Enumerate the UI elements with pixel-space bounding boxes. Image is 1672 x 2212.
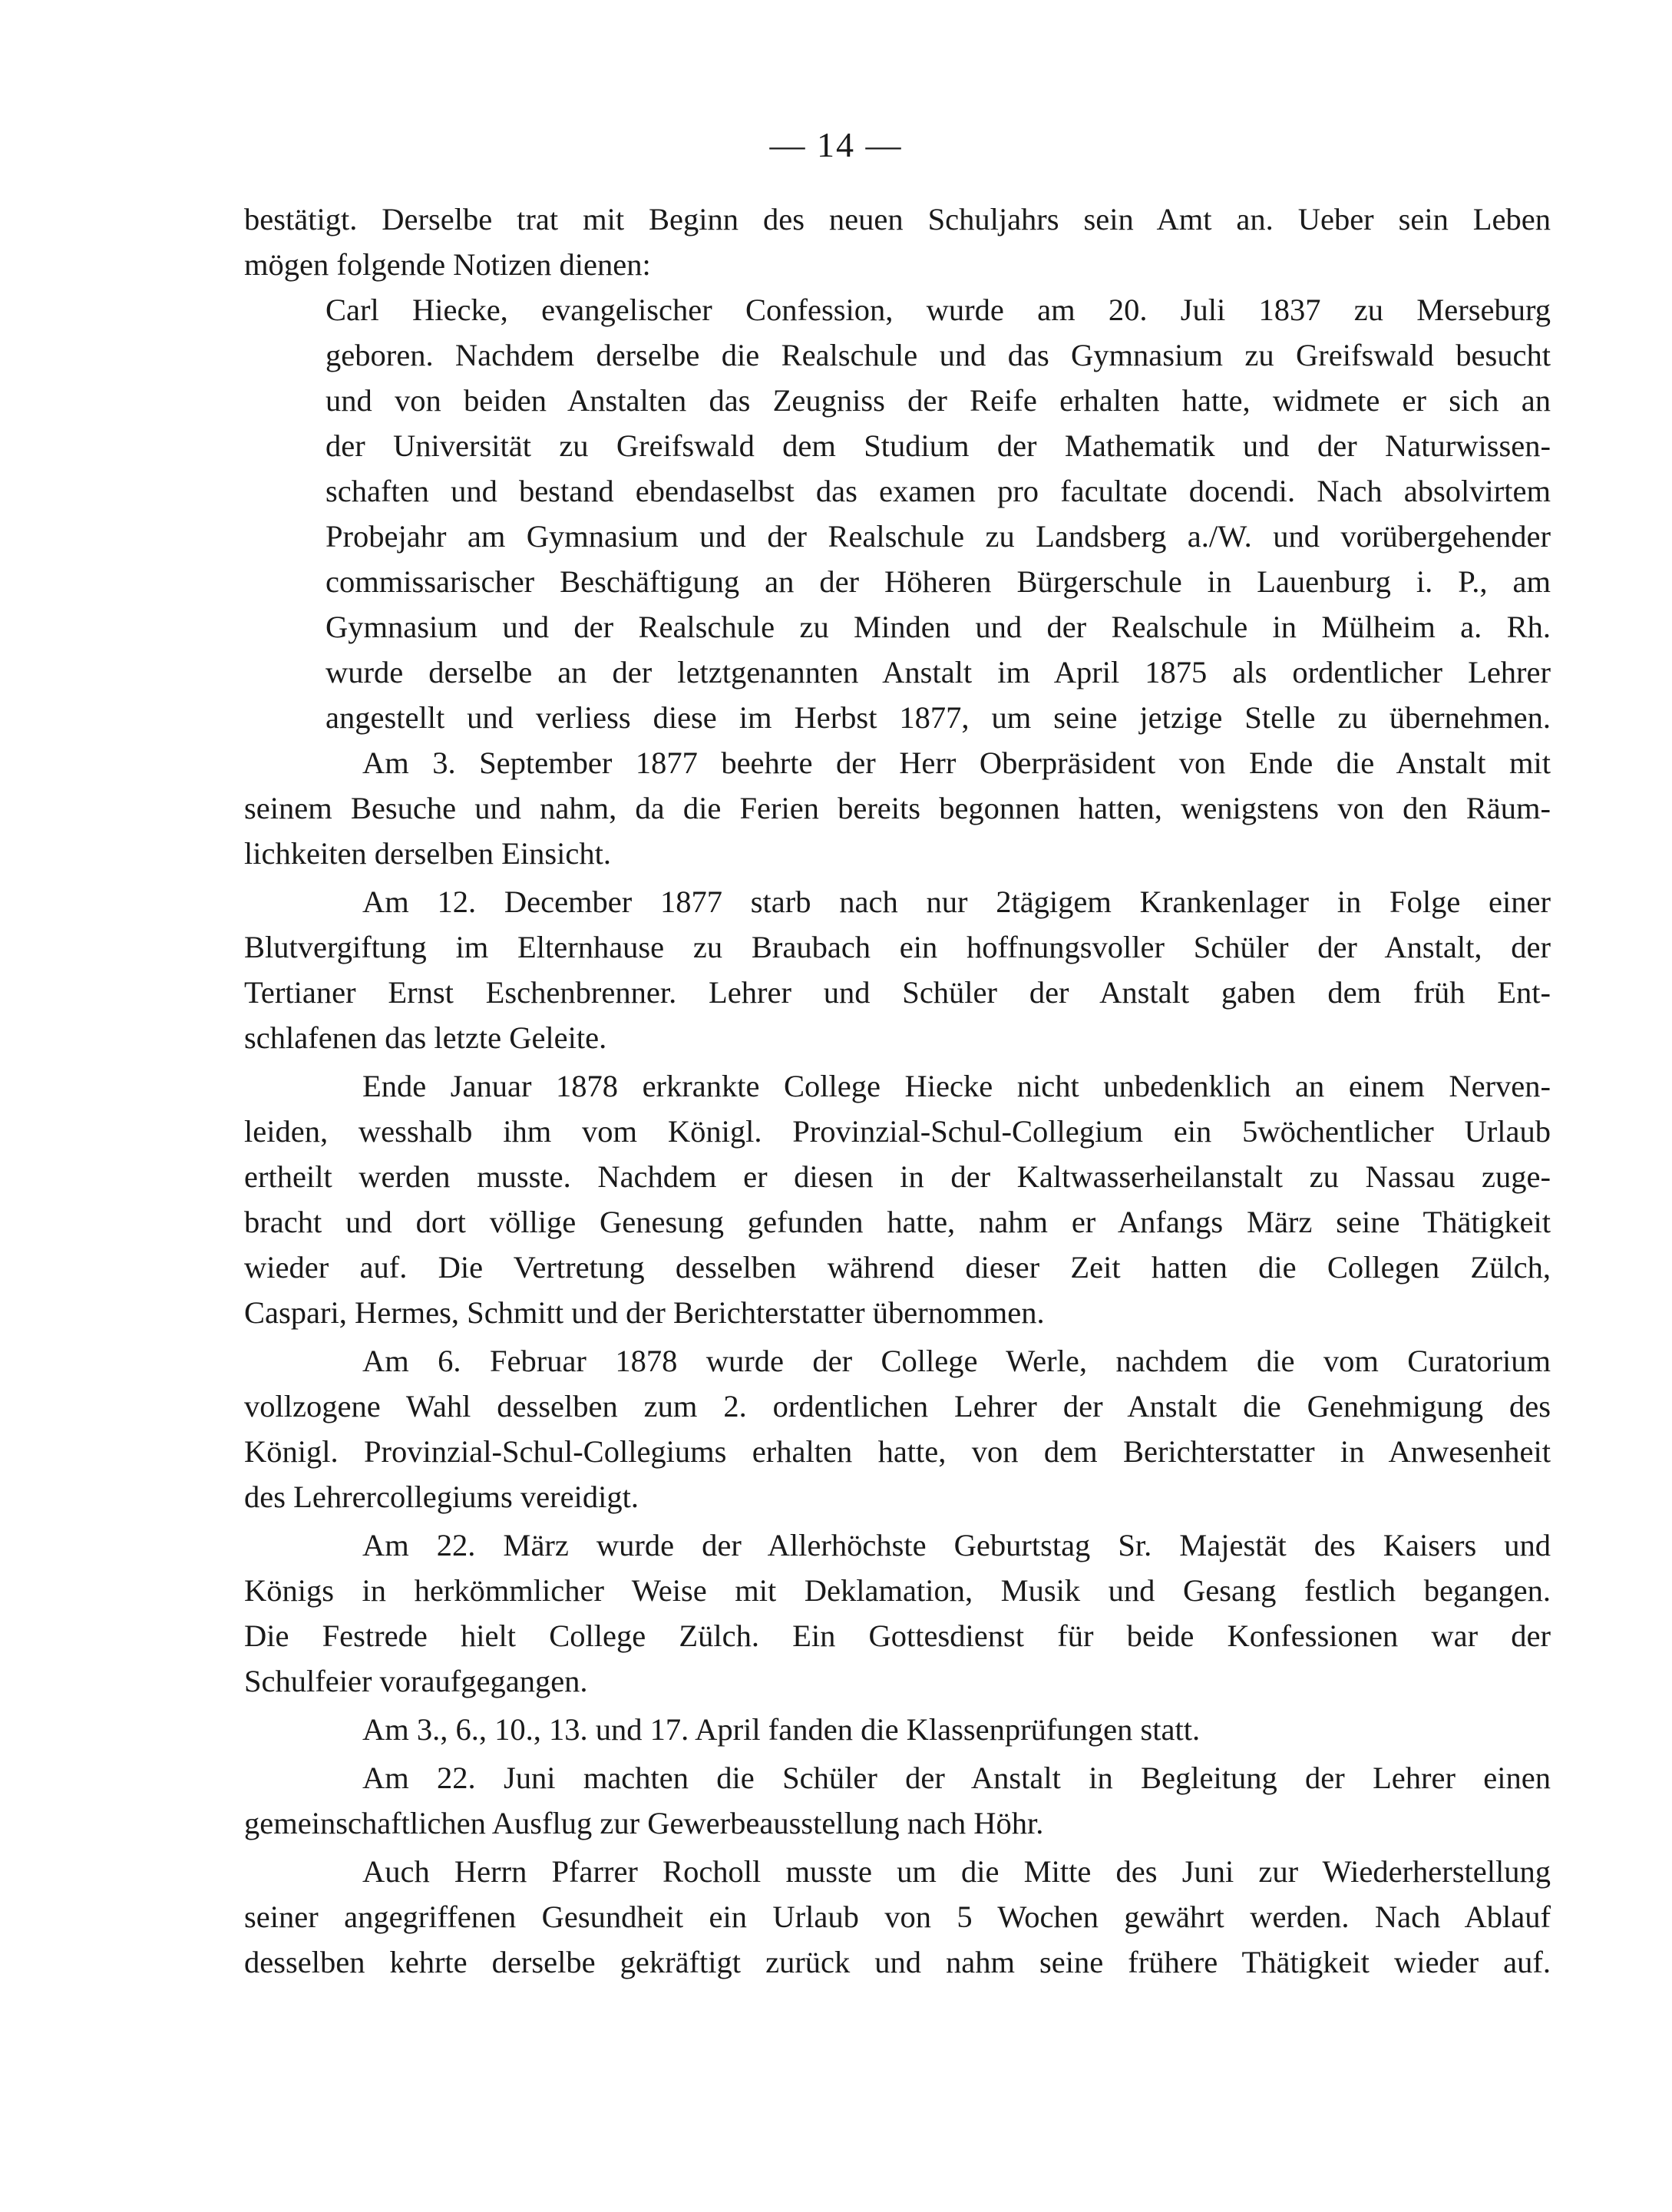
text-line: ertheilt werden musste. Nachdem er diesen in der Kaltwasserheilanstalt zu Nassau zuge- xyxy=(244,1159,1551,1194)
text-line: Am 22. Juni machten die Schüler der Anstalt in Begleitung der Lehrer einen xyxy=(362,1761,1551,1795)
text-line: angestellt und verliess diese im Herbst 1877, um seine jetzige Stelle zu übernehmen. xyxy=(325,700,1551,735)
text-line: Am 3. September 1877 beehrte der Herr Oberpräsident von Ende die Anstalt mit xyxy=(362,746,1551,780)
text-line: mögen folgende Notizen dienen: xyxy=(244,247,651,282)
text-line: leiden, wesshalb ihm vom Königl. Provinzial-Schul-Collegium ein 5wöchentlicher Urlaub xyxy=(244,1114,1551,1149)
text-line: Ende Januar 1878 erkrankte College Hiecke nicht unbedenklich an einem Nerven- xyxy=(362,1069,1551,1103)
text-line: und von beiden Anstalten das Zeugniss der Reife erhalten hatte, widmete er sich an xyxy=(325,383,1551,418)
text-line: seiner angegriffenen Gesundheit ein Urlaub von 5 Wochen gewährt werden. Nach Ablauf xyxy=(244,1900,1551,1934)
text-line: seinem Besuche und nahm, da die Ferien bereits begonnen hatten, wenigstens von den Räum- xyxy=(244,791,1551,825)
text-line: Königs in herkömmlicher Weise mit Deklamation, Musik und Gesang festlich begangen. xyxy=(244,1573,1551,1608)
text-line: Gymnasium und der Realschule zu Minden und der Realschule in Mülheim a. Rh. xyxy=(325,610,1551,644)
text-line: Tertianer Ernst Eschenbrenner. Lehrer und Schüler der Anstalt gaben dem früh Ent- xyxy=(244,975,1551,1010)
text-line: desselben kehrte derselbe gekräftigt zurück und nahm seine frühere Thätigkeit wieder auf. xyxy=(244,1945,1551,1979)
text-line: Auch Herrn Pfarrer Rocholl musste um die Mitte des Juni zur Wiederherstellung xyxy=(362,1854,1551,1889)
text-line: commissarischer Beschäftigung an der Höheren Bürgerschule in Lauenburg i. P., am xyxy=(325,564,1551,599)
text-line: Die Festrede hielt College Zülch. Ein Gottesdienst für beide Konfessionen war der xyxy=(244,1618,1551,1653)
text-line: vollzogene Wahl desselben zum 2. ordentlichen Lehrer der Anstalt die Genehmigung des xyxy=(244,1389,1551,1423)
text-line: der Universität zu Greifswald dem Studium der Mathematik und der Naturwissen- xyxy=(325,428,1551,463)
text-line: bracht und dort völlige Genesung gefunden hatte, nahm er Anfangs März seine Thätigkeit xyxy=(244,1205,1551,1239)
text-line: des Lehrercollegiums vereidigt. xyxy=(244,1480,639,1514)
text-line: schlafenen das letzte Geleite. xyxy=(244,1020,607,1055)
text-line: Am 22. März wurde der Allerhöchste Geburtstag Sr. Majestät des Kaisers und xyxy=(362,1528,1551,1562)
text-line: Caspari, Hermes, Schmitt und der Berichterstatter übernommen. xyxy=(244,1295,1045,1330)
text-line: Am 6. Februar 1878 wurde der College Werle, nachdem die vom Curatorium xyxy=(362,1344,1551,1378)
text-line: schaften und bestand ebendaselbst das examen pro facultate docendi. Nach absolvirtem xyxy=(325,474,1551,508)
text-line: Blutvergiftung im Elternhause zu Braubach ein hoffnungsvoller Schüler der Anstalt, der xyxy=(244,930,1551,964)
text-line: bestätigt. Derselbe trat mit Beginn des neuen Schuljahrs sein Amt an. Ueber sein Leben xyxy=(244,202,1551,236)
body-text xyxy=(244,197,1551,1985)
text-line: Carl Hiecke, evangelischer Confession, wurde am 20. Juli 1837 zu Merseburg xyxy=(325,293,1551,327)
page-number: — 14 — xyxy=(769,125,903,164)
text-line: Am 3., 6., 10., 13. und 17. April fanden die Klassenprüfungen statt. xyxy=(362,1712,1201,1747)
text-line: geboren. Nachdem derselbe die Realschule und das Gymnasium zu Greifswald besucht xyxy=(325,338,1551,372)
text-line: wurde derselbe an der letztgenannten Anstalt im April 1875 als ordentlicher Lehrer xyxy=(325,655,1551,689)
text-line: lichkeiten derselben Einsicht. xyxy=(244,836,611,871)
text-line: Schulfeier voraufgegangen. xyxy=(244,1664,588,1698)
text-line: Am 12. December 1877 starb nach nur 2tägigem Krankenlager in Folge einer xyxy=(362,884,1551,919)
text-line: wieder auf. Die Vertretung desselben während dieser Zeit hatten die Collegen Zülch, xyxy=(244,1250,1551,1285)
text-line: Königl. Provinzial-Schul-Collegiums erhalten hatte, von dem Berichterstatter in Anwesenheit xyxy=(244,1434,1551,1469)
text-line: gemeinschaftlichen Ausflug zur Gewerbeausstellung nach Höhr. xyxy=(244,1806,1044,1840)
text-line: Probejahr am Gymnasium und der Realschule zu Landsberg a./W. und vorübergehender xyxy=(325,519,1551,554)
